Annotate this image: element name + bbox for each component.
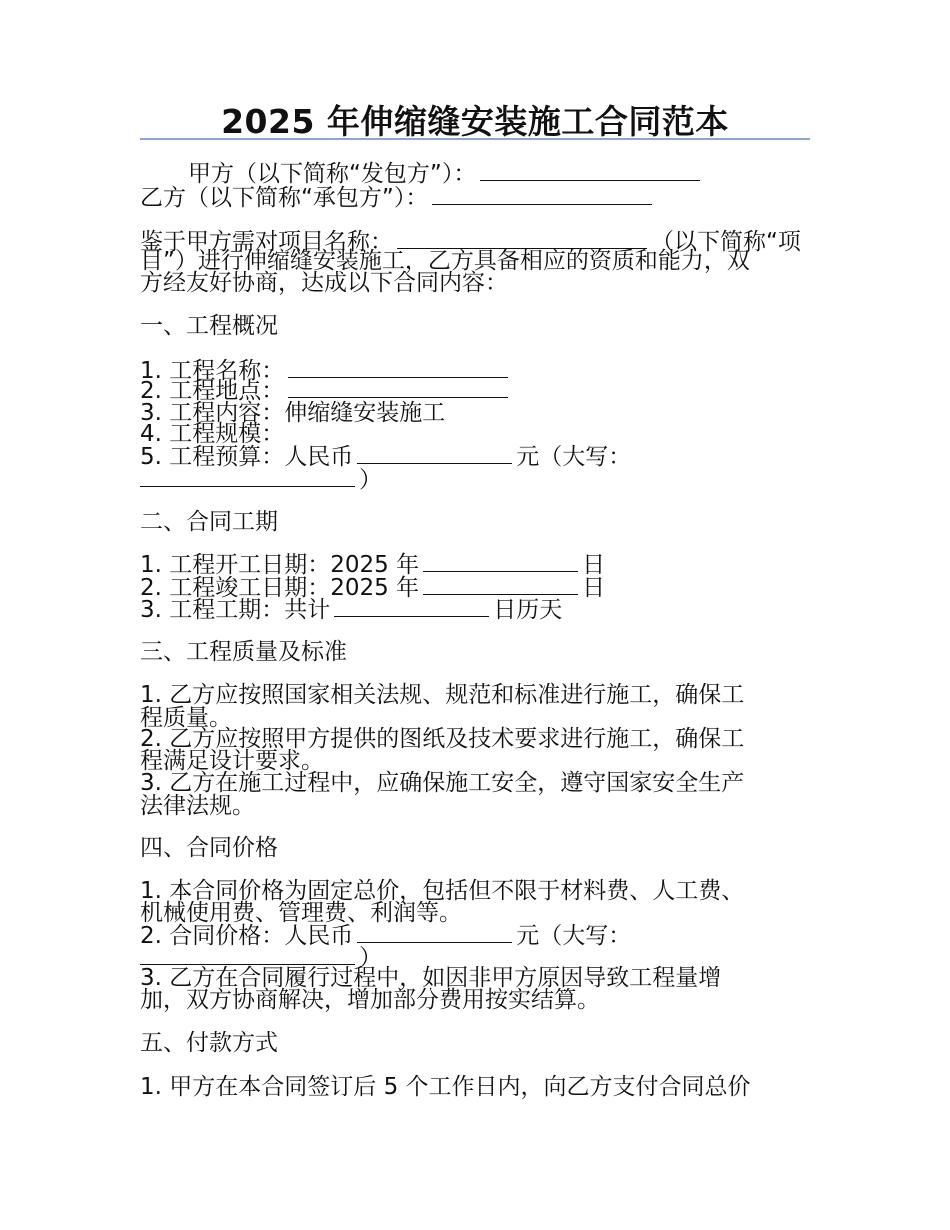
duration-label: 3. 工程工期：共计 bbox=[140, 597, 331, 623]
project-location-label: 2. 工程地点： bbox=[140, 378, 285, 404]
section-2-heading: 二、合同工期 bbox=[140, 509, 278, 535]
section-1-heading: 一、工程概况 bbox=[140, 313, 278, 339]
s3-item-1b: 程质量。 bbox=[140, 705, 232, 731]
s3-item-3a: 3. 乙方在施工过程中，应确保施工安全，遵守国家安全生产 bbox=[140, 770, 745, 796]
price-close-paren: ） bbox=[359, 945, 382, 971]
project-name-label: 1. 工程名称： bbox=[140, 358, 285, 384]
party-a-line bbox=[188, 160, 704, 187]
party-b-line bbox=[140, 184, 656, 211]
budget-uppercase-label: 元（大写： bbox=[516, 444, 632, 470]
duration-blank bbox=[334, 596, 489, 617]
duration-unit: 日历天 bbox=[493, 597, 563, 623]
budget-uppercase-blank bbox=[140, 466, 355, 487]
s3-item-1a: 1. 乙方应按照国家相关法规、规范和标准进行施工，确保工 bbox=[140, 682, 745, 708]
party-a-blank bbox=[480, 160, 700, 181]
budget-amount-blank bbox=[357, 443, 512, 464]
s3-item-3b: 法律法规。 bbox=[140, 793, 255, 819]
start-date-label: 1. 工程开工日期：2025 年 bbox=[140, 552, 420, 578]
party-a-label: 甲方（以下简称“发包方”）： bbox=[188, 161, 477, 187]
document-title: 2025 年伸缩缝安装施工合同范本 bbox=[221, 102, 729, 141]
price-amount-blank bbox=[357, 922, 512, 943]
s1-item-3: 3. 工程内容：伸缩缝安装施工 bbox=[140, 400, 446, 426]
s4-item-1b: 机械使用费、管理费、利润等。 bbox=[140, 900, 462, 926]
s3-item-2a: 2. 乙方应按照甲方提供的图纸及技术要求进行施工，确保工 bbox=[140, 726, 745, 752]
section-4-heading: 四、合同价格 bbox=[140, 835, 278, 861]
s4-item-1a: 1. 本合同价格为固定总价，包括但不限于材料费、人工费、 bbox=[140, 878, 745, 904]
price-label: 2. 合同价格：人民币 bbox=[140, 923, 354, 949]
end-date-day: 日 bbox=[582, 575, 606, 601]
s1-item-4: 4. 工程规模： bbox=[140, 421, 285, 447]
project-location-blank bbox=[288, 377, 508, 398]
end-date-blank bbox=[423, 574, 578, 595]
budget-label: 5. 工程预算：人民币 bbox=[140, 444, 354, 470]
s1-item-5-cont bbox=[140, 466, 382, 493]
project-name-blank bbox=[397, 228, 647, 249]
section-5-heading: 五、付款方式 bbox=[140, 1030, 278, 1056]
party-b-label: 乙方（以下简称“承包方”）： bbox=[140, 185, 429, 211]
s4-item-3b: 加，双方协商解决，增加部分费用按实结算。 bbox=[140, 987, 600, 1013]
intro-line-3: 方经友好协商，达成以下合同内容： bbox=[140, 270, 508, 296]
budget-close-paren: ） bbox=[359, 467, 382, 493]
s3-item-2b: 程满足设计要求。 bbox=[140, 748, 324, 774]
intro-text-a: 鉴于甲方需对项目名称： bbox=[140, 229, 393, 255]
intro-text-b: （以下简称“项 bbox=[651, 229, 801, 255]
start-date-day: 日 bbox=[582, 552, 606, 578]
title-underline bbox=[140, 138, 810, 140]
project-name-field-blank bbox=[288, 357, 508, 378]
s5-item-1: 1. 甲方在本合同签订后 5 个工作日内，向乙方支付合同总价 bbox=[140, 1074, 751, 1100]
price-uppercase-blank bbox=[140, 944, 355, 965]
intro-line-2: 目”）进行伸缩缝安装施工，乙方具备相应的资质和能力，双 bbox=[140, 248, 750, 274]
start-date-blank bbox=[423, 551, 578, 572]
party-b-blank bbox=[432, 184, 652, 205]
s4-item-3a: 3. 乙方在合同履行过程中，如因非甲方原因导致工程量增 bbox=[140, 965, 722, 991]
s2-item-3 bbox=[140, 596, 562, 623]
section-3-heading: 三、工程质量及标准 bbox=[140, 639, 347, 665]
price-uppercase-label: 元（大写： bbox=[516, 923, 632, 949]
end-date-label: 2. 工程竣工日期：2025 年 bbox=[140, 575, 420, 601]
